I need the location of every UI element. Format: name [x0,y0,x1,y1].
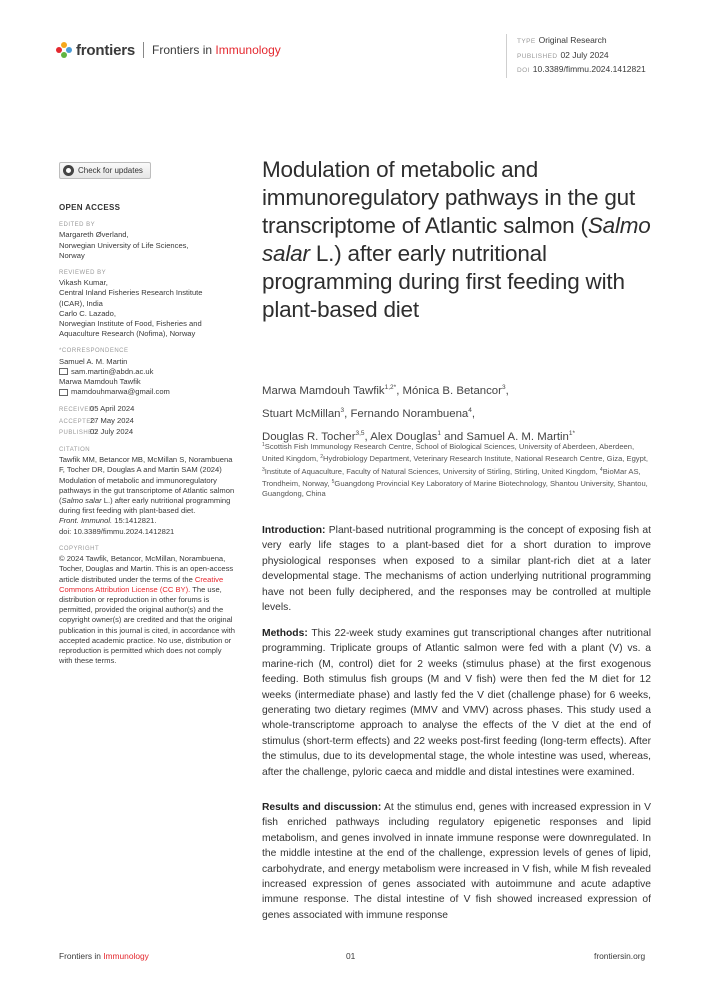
citation-doi[interactable]: doi: 10.3389/fimmu.2024.1412821 [59,526,175,536]
reviewer-line: Vikash Kumar, [59,278,108,288]
author[interactable]: Douglas R. Tocher$^{3,5}$ [262,430,365,443]
reviewed-by-label: REVIEWED BY [59,270,107,277]
reviewer-line: Central Inland Fisheries Research Institute [59,288,203,298]
email-link[interactable]: sam.martin@abdn.ac.uk [71,366,154,376]
editor-line: Norway [59,250,85,260]
article-meta: TYPE Original Research PUBLISHED 02 July 2024 DOI 10.3389/fimmu.2024.1412821 [506,34,646,78]
logo-divider [143,42,144,58]
received-date: 05 April 2024 [90,404,135,414]
correspondent-name: Marwa Mamdouh Tawfik [59,377,141,387]
article-sidebar [59,203,237,666]
check-for-updates-button[interactable]: Check for updates [59,162,151,179]
author[interactable]: Marwa Mamdouh Tawfik$^{1,2*}$ [262,384,397,397]
article-title: Modulation of metabolic and immunoregulatory pathways in the gut transcriptome of Atlantic salmon (Salmo salar L.) after early nutritional programming during first feeding with plant-based diet [262,157,651,322]
accepted-date: 27 May 2024 [90,415,134,425]
author[interactable]: Fernando Norambuena$^4$ [350,407,472,420]
edited-by-label: EDITED BY [59,222,96,229]
reviewer-line: Carlo C. Lazado, [59,308,116,318]
envelope-icon [59,389,68,396]
reviewer-line: Norwegian Institute of Food, Fisheries and [59,319,202,329]
article-type: Original Research [538,35,607,45]
author[interactable]: Stuart McMillan$^3$ [262,407,345,420]
footer-site-link[interactable]: frontiersin.org [594,951,646,961]
affiliations: $^1$Scottish Fish Immunology Research Centre, School of Biological Sciences, University of Aberdeen, Aberdeen, United Kingdom, $^2$Hydrobiology Department, Veterinary Research Institute, National Research Centre, Giza, Egypt, $^3$Institute of Aquaculture, Faculty of Natural Sciences, University of Stirling, Stirling, United Kingdom, $^4$BioMar AS, Trondheim, Norway, $^5$Guangdong Provincial Key Laboratory of Marine Biotechnology, Shantou University, Shantou, Guangdong, China [262,442,649,499]
email-row [59,387,237,397]
author[interactable]: Alex Douglas$^1$ [370,430,441,443]
page-number: 01 [346,951,356,961]
email-row [59,367,237,377]
doi-link[interactable]: 10.3389/fimmu.2024.1412821 [532,64,646,75]
author-list: Marwa Mamdouh Tawfik$^{1,2*}$, Mónica B. Betancor$^3$, Stuart McMillan$^3$, Fernando Norambuena$^4$, Douglas R. Tocher$^{3,5}$, Alex Douglas$^1$ and Samuel A. M. Martin$^{1*}$ [262,384,576,443]
author[interactable]: Mónica B. Betancor$^3$ [402,384,506,397]
open-access-label: OPEN ACCESS [59,203,121,212]
correspondence-label: *CORRESPONDENCE [59,348,129,355]
reviewer-line: Aquaculture Research (Nofima), Norway [59,329,196,339]
license-link[interactable]: Creative Commons Attribution License (CC BY). [59,574,224,594]
journal-logo[interactable] [56,40,281,60]
copyright-label: COPYRIGHT [59,545,100,552]
citation-text: Tawfik MM, Betancor MB, McMillan S, Norambuena F, Tocher DR, Douglas A and Martin SAM (2024) Modulation of metabolic and immunoregulatory pathways in the gut transcriptome of Atlantic salmon (Salmo salar L.) after early nutritional programming during first feeding with plant-based diet. Front. Immunol. 15:1412821. doi: 10.3389/fimmu.2024.1412821 [59,455,235,536]
copyright-text: © 2024 Tawfik, Betancor, McMillan, Norambuena, Tocher, Douglas and Martin. This is an open-access article distributed under the terms of the Creative Commons Attribution License (CC BY). The use, distribution or reproduction in other forums is permitted, provided the original author(s) and the copyright owner(s) are credited and that the original publication in this journal is cited, in accordance with accepted academic practice. No use, distribution or reproduction is permitted which does not comply with these terms. [59,554,236,666]
editor-line: Norwegian University of Life Sciences, [59,240,189,250]
envelope-icon [59,368,68,375]
author[interactable]: Samuel A. M. Martin$^{1*}$ [466,430,576,443]
dates-block: RECEIVED 05 April 2024 ACCEPTED 27 May 2024 PUBLISHED 02 July 2024 [59,404,237,438]
citation-label: CITATION [59,447,91,454]
brand-name: frontiers [76,41,136,59]
journal-name: Frontiers in Immunology [152,43,281,57]
abstract-methods: Methods: This 22-week study examines gut transcriptional changes after nutritional programming. Triplicate groups of Atlantic salmon were fed with a plant (V) vs. a marine-rich (M, control) diet for 2 weeks (stimulus phase) at the first exogenous feeding. Both stimulus fish groups (M and V fish) were then fed the M diet for 12 weeks (intermediate phase) and lastly fed the V diet (challenge phase) for 6 weeks, generating two dietary regimes (MMV and VMV) across phases. This study used a whole-transcriptome approach to analyse the effects of the V diet at the end of stimulus (short-term effects) and 22 weeks post-first feeding (long-term effects). After the stimulus, due to its developmental stage, the whole intestine was used, whereas, after the challenge, pyloric caeca and middle and distal intestines were examined. [262,628,651,778]
update-badge-icon [63,165,74,176]
email-link[interactable]: mamdouhmarwa@gmail.com [71,387,170,397]
reviewer-line: (ICAR), India [59,298,103,308]
publish-date: 02 July 2024 [560,49,609,60]
editor-line: Margareth Øverland, [59,230,129,240]
frontiers-logo-icon [56,42,72,58]
footer-journal[interactable]: Frontiers in Immunology [59,951,149,961]
abstract-introduction: Introduction: Plant-based nutritional programming is the concept of exposing fish at very early life stages to a plant-based diet for a short duration to improve physiological responses when exposed to a similar plant-rich diet at a later developmental stage. The mechanisms of action underlying nutritional programming have not been fully deciphered, and the responses may be controlled at multiple levels. [262,525,651,614]
published-date: 02 July 2024 [90,426,134,436]
correspondent-name: Samuel A. M. Martin [59,356,128,366]
abstract-results: Results and discussion: At the stimulus end, genes with increased expression in V fish enriched pathways including regulatory epigenetic responses and lipid metabolism, and genes involved in innate immune response were downregulated. In the middle intestine at the end of the challenge, expression levels of genes of lipid, carbohydrate, and energy metabolism were increased in V fish, while M fish revealed increased expression of genes associated with autoimmune and acute adaptive immune response. The distal intestine of V fish showed increased expression of genes associated with immune response [262,802,651,921]
